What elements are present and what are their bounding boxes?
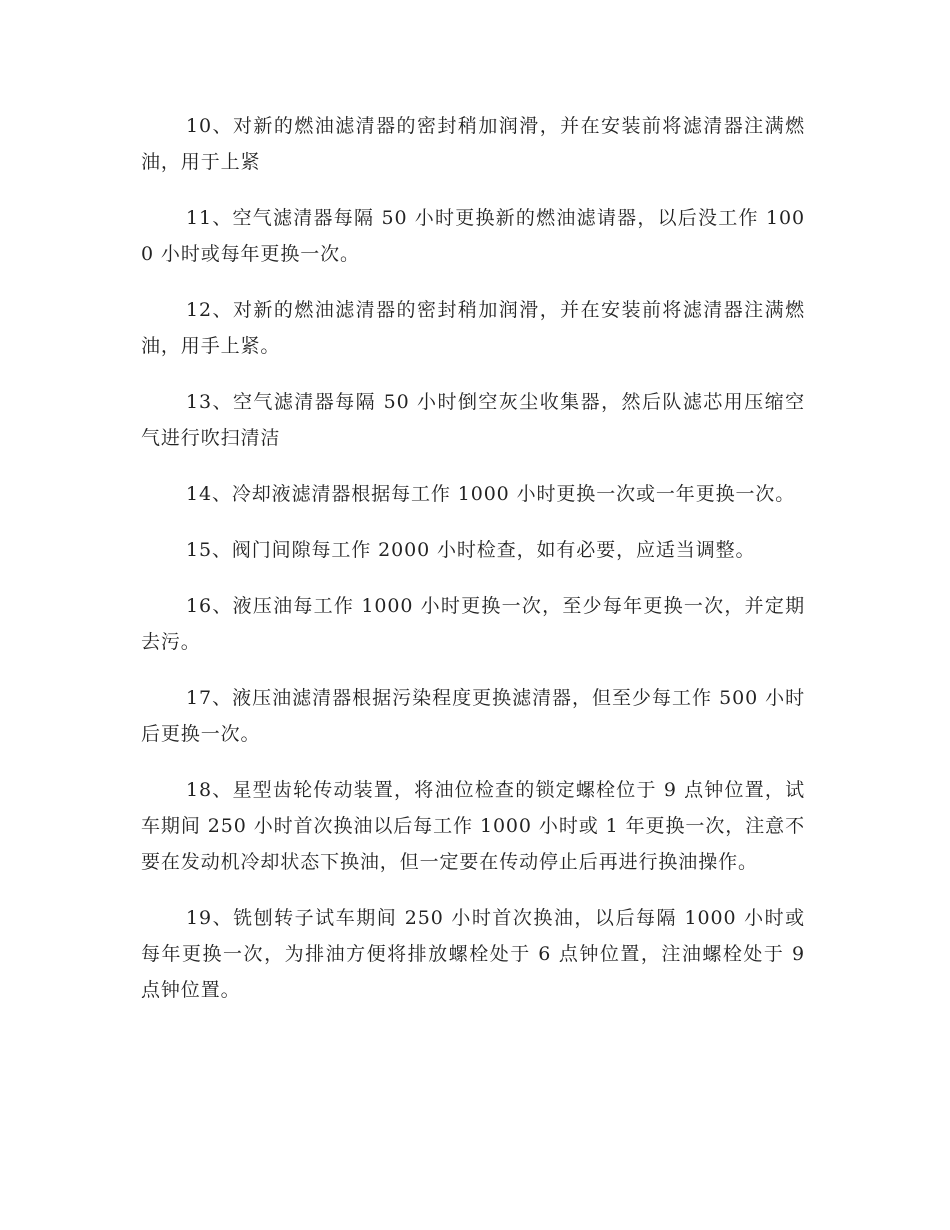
paragraph-11: 11、空气滤清器每隔 50 小时更换新的燃油滤请器，以后没工作 1000 小时或每年更换一次。 — [141, 207, 805, 265]
paragraph-17: 17、液压油滤清器根据污染程度更换滤清器，但至少每工作 500 小时后更换一次。 — [141, 687, 805, 745]
paragraph-12: 12、对新的燃油滤清器的密封稍加润滑，并在安装前将滤清器注满燃油，用手上紧。 — [141, 299, 805, 357]
paragraph-10: 10、对新的燃油滤清器的密封稍加润滑，并在安装前将滤清器注满燃油，用于上紧 — [141, 115, 805, 173]
paragraph-19: 19、铣刨转子试车期间 250 小时首次换油，以后每隔 1000 小时或每年更换一次，为排油方便将排放螺栓处于 6 点钟位置，注油螺栓处于 9 点钟位置。 — [141, 907, 805, 1001]
document-body — [141, 108, 805, 1028]
paragraph-13: 13、空气滤清器每隔 50 小时倒空灰尘收集器，然后队滤芯用压缩空气进行吹扫清洁 — [141, 391, 805, 449]
paragraph-15: 15、阀门间隙每工作 2000 小时检查，如有必要，应适当调整。 — [186, 539, 756, 561]
paragraph-14: 14、冷却液滤清器根据每工作 1000 小时更换一次或一年更换一次。 — [186, 483, 796, 505]
paragraph-16: 16、液压油每工作 1000 小时更换一次，至少每年更换一次，并定期去污。 — [141, 595, 805, 653]
paragraph-18: 18、星型齿轮传动装置，将油位检查的锁定螺栓位于 9 点钟位置，试车期间 250 小时首次换油以后每工作 1000 小时或 1 年更换一次，注意不要在发动机冷却状态下换油，但一定要在传动停止后再进行换油操作。 — [141, 779, 805, 873]
